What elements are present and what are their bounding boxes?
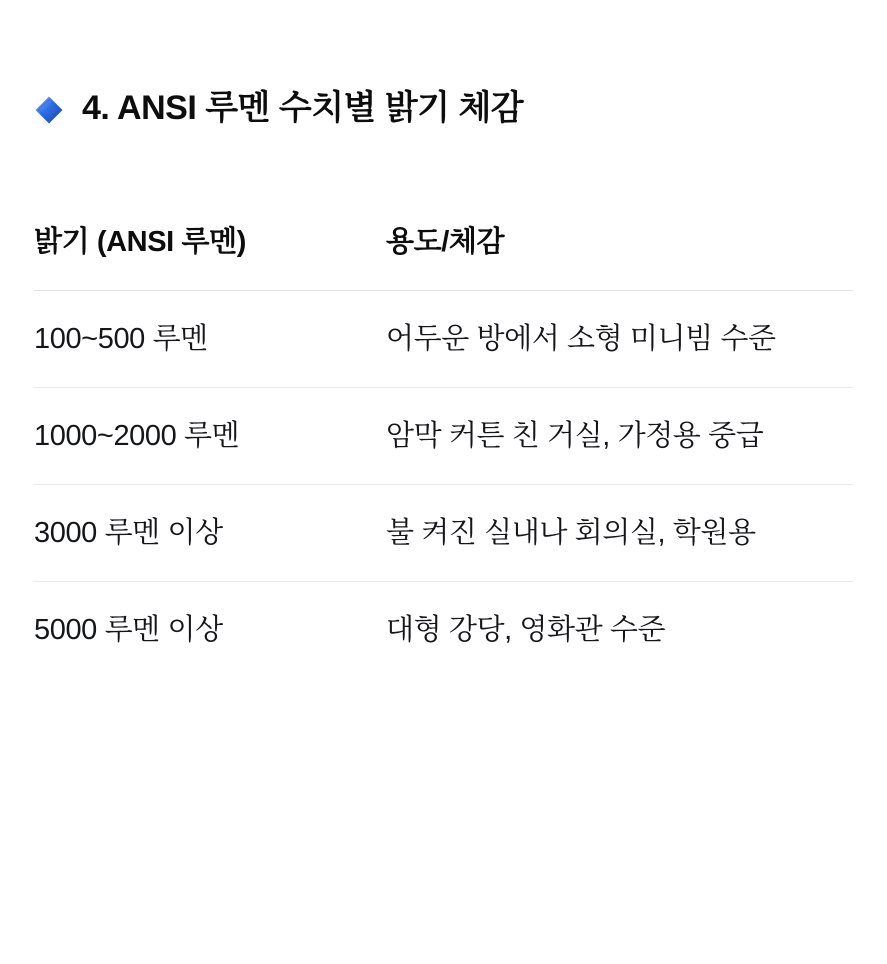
cell-brightness: 100~500 루멘 [34,290,386,387]
cell-brightness: 5000 루멘 이상 [34,614,223,647]
cell-usage: 암막 커튼 친 거실, 가정용 중급 [386,387,853,484]
brightness-table [34,219,853,678]
blue-diamond-icon [34,95,64,125]
cell-brightness: 1000~2000 루멘 [34,387,386,484]
table-header [34,219,853,291]
cell-usage: 대형 강당, 영화관 수준 [386,614,666,647]
table-body [34,290,853,678]
section-heading [34,0,853,129]
cell-usage: 불 켜진 실내나 회의실, 학원용 [386,484,853,581]
column-header-usage: 용도/체감 [386,225,505,258]
column-header-brightness: 밝기 (ANSI 루멘) [34,225,246,258]
table-row [34,290,853,387]
table-header-row [34,219,853,291]
table-row [34,387,853,484]
table-row [34,582,853,679]
cell-brightness: 3000 루멘 이상 [34,484,386,581]
table-row [34,484,853,581]
cell-usage: 어두운 방에서 소형 미니빔 수준 [386,290,853,387]
page-title: 4. ANSI 루멘 수치별 밝기 체감 [82,89,524,127]
